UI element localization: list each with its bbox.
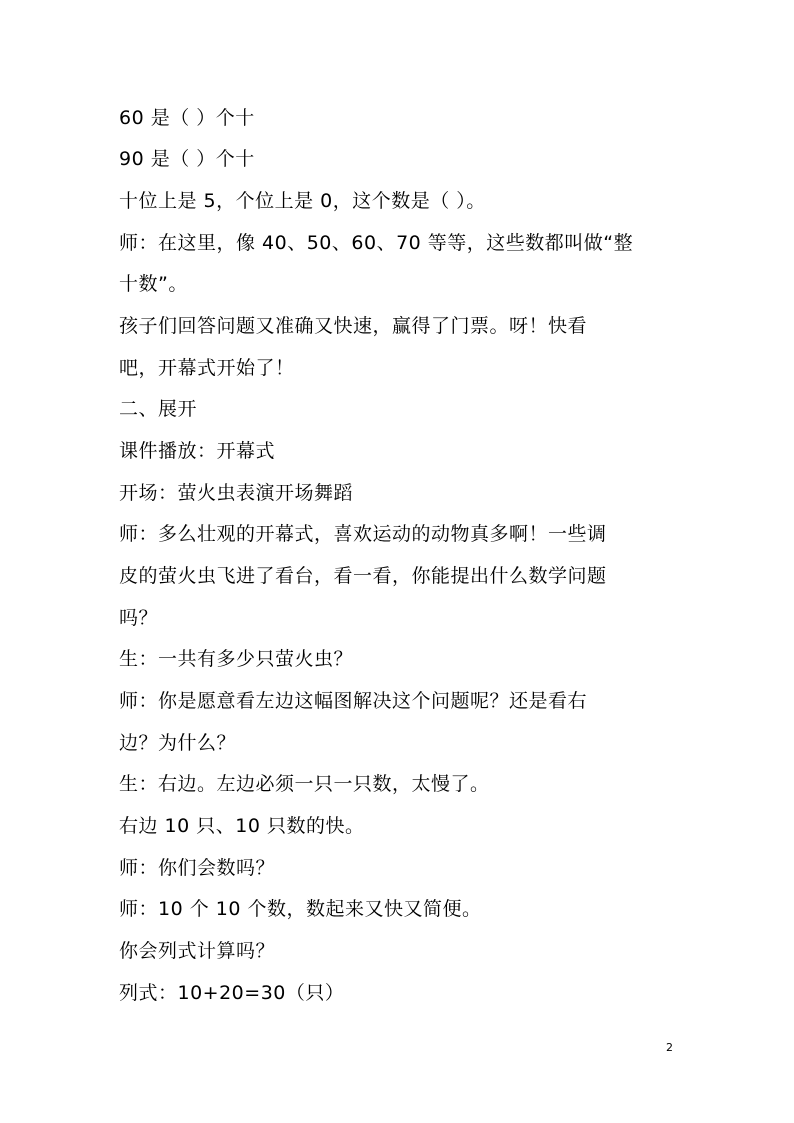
text-line: 师：你们会数吗？ [119, 857, 276, 879]
text-line: 师：多么壮观的开幕式，喜欢运动的动物真多啊！一些调 [119, 523, 607, 545]
text-line: 皮的萤火虫飞进了看台，看一看，你能提出什么数学问题 [119, 565, 607, 587]
text-line: 开场：萤火虫表演开场舞蹈 [119, 482, 354, 504]
text-line: 孩子们回答问题又准确又快速，赢得了门票。呀！快看 [119, 315, 588, 337]
text-line: 生：一共有多少只萤火虫？ [119, 648, 354, 670]
text-line: 师：在这里，像 40、50、60、70 等等，这些数都叫做“整 [119, 232, 634, 254]
text-line: 吧，开幕式开始了！ [119, 357, 295, 379]
text-line: 60 是（ ）个十 [119, 107, 255, 129]
text-line: 边？为什么？ [119, 732, 237, 754]
text-line: 90 是（ ）个十 [119, 148, 255, 170]
text-line: 右边 10 只、10 只数的快。 [119, 815, 365, 837]
text-line: 十数”。 [119, 273, 188, 295]
text-line: 生：右边。左边必须一只一只数，太慢了。 [119, 773, 490, 795]
section-heading: 二、展开 [119, 398, 198, 420]
text-line: 你会列式计算吗？ [119, 940, 276, 962]
text-line: 吗？ [119, 607, 159, 629]
text-line: 师：你是愿意看左边这幅图解决这个问题呢？还是看右 [119, 690, 588, 712]
page-number: 2 [666, 1041, 673, 1054]
text-line: 十位上是 5，个位上是 0，这个数是（ ）。 [119, 190, 486, 212]
text-line: 列式：10+20=30（只） [119, 982, 345, 1004]
text-line: 师：10 个 10 个数，数起来又快又简便。 [119, 898, 482, 920]
text-line: 课件播放：开幕式 [119, 440, 276, 462]
